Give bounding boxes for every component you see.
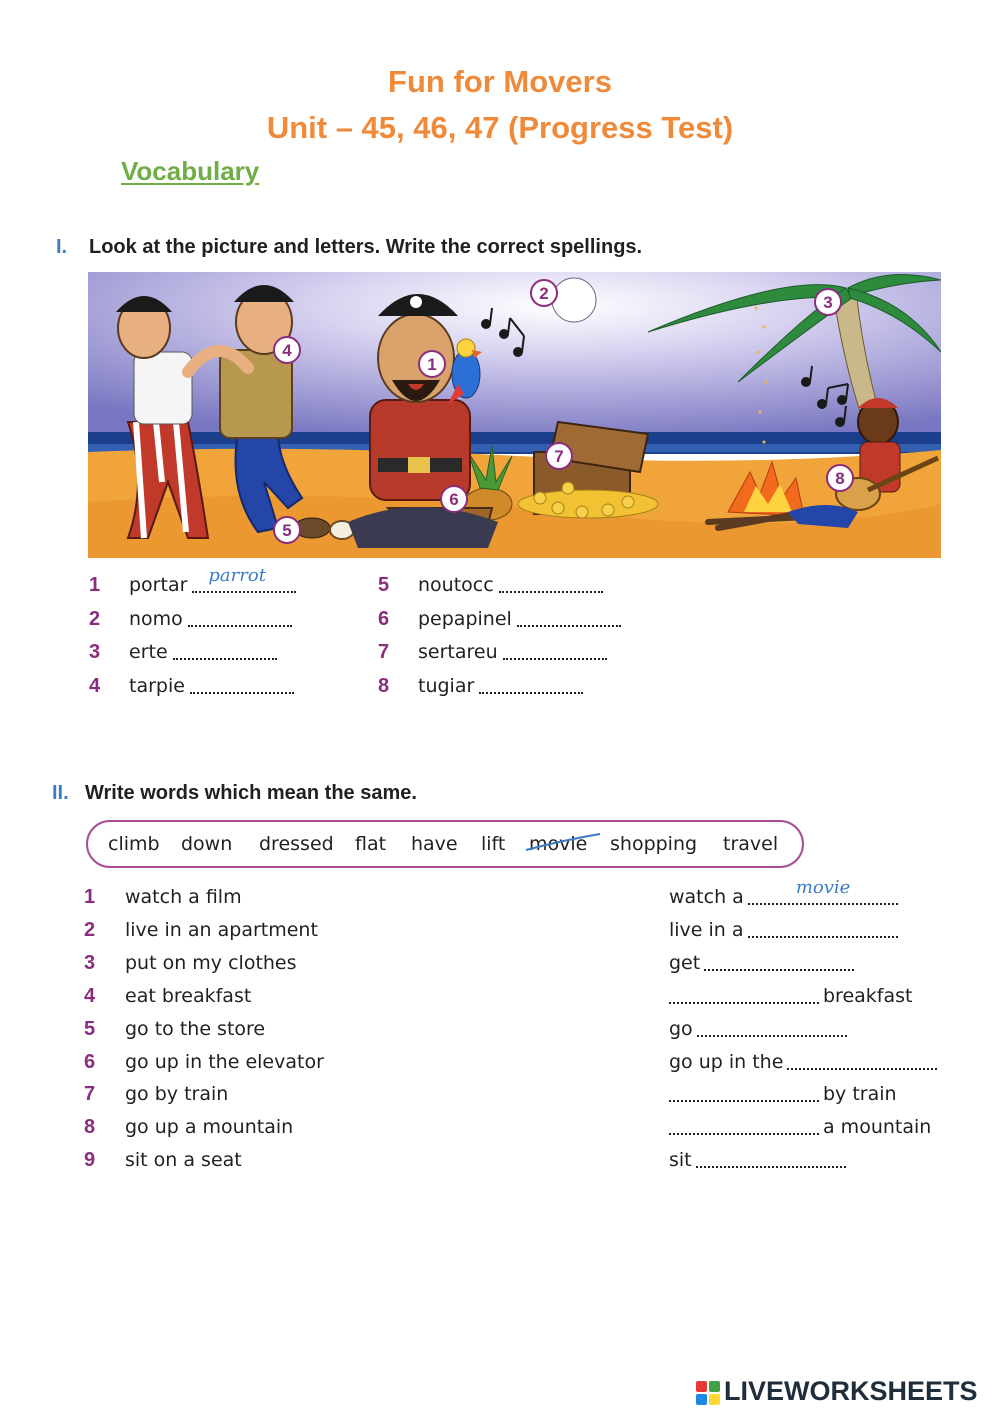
- phrase: go to the store: [125, 1018, 266, 1040]
- svg-text:5: 5: [282, 521, 292, 540]
- logo-text: LIVEWORKSHEETS: [724, 1376, 978, 1406]
- picture-marker-4: [274, 337, 300, 363]
- synonym-row-3: [84, 948, 964, 978]
- word-box-word: shopping: [610, 833, 698, 855]
- answer-field[interactable]: [479, 674, 583, 694]
- synonym-row-4: [84, 981, 964, 1011]
- answer-field[interactable]: [173, 640, 277, 660]
- scrambled-word: tarpie: [129, 675, 185, 697]
- item-number: 1: [84, 886, 96, 908]
- word-box-word: down: [181, 833, 233, 855]
- item-number: 3: [84, 952, 96, 974]
- svg-text:1: 1: [427, 355, 437, 374]
- phrase: live in an apartment: [125, 919, 318, 941]
- word-box-word: lift: [481, 833, 506, 855]
- word-box-word: travel: [723, 833, 779, 855]
- item-number: 6: [378, 608, 390, 630]
- answer-field[interactable]: [696, 1148, 846, 1168]
- word-box: [86, 820, 804, 868]
- exercise-2-number: II.: [52, 782, 69, 804]
- phrase-before: get: [669, 952, 701, 974]
- item-number: 2: [84, 919, 96, 941]
- item-number: 4: [84, 985, 96, 1007]
- phrase: put on my clothes: [125, 952, 297, 974]
- phrase: go up a mountain: [125, 1116, 294, 1138]
- answer-field[interactable]: [787, 1050, 937, 1070]
- phrase: watch a film: [125, 886, 242, 908]
- answer-field[interactable]: [748, 877, 898, 905]
- answer-field[interactable]: [192, 565, 296, 593]
- item-number: 3: [89, 641, 101, 663]
- exercise-1-number: I.: [56, 236, 68, 258]
- exercise-2-instruction: [52, 782, 417, 805]
- answer-field[interactable]: [188, 607, 292, 627]
- svg-text:3: 3: [823, 293, 833, 312]
- svg-text:7: 7: [554, 447, 564, 466]
- picture-marker-3: [815, 289, 841, 315]
- worksheet-subtitle: Unit – 45, 46, 47 (Progress Test): [266, 110, 734, 145]
- scrambled-word: noutocc: [418, 574, 494, 596]
- synonym-row-8: [84, 1112, 964, 1142]
- synonym-row-2: [84, 915, 964, 945]
- answer-field[interactable]: [499, 573, 603, 593]
- word-box-word-crossed: movie: [529, 833, 588, 855]
- item-number: 6: [84, 1051, 96, 1073]
- picture-marker-1: [419, 351, 445, 377]
- picture-marker-6: [441, 486, 467, 512]
- word-box-word: flat: [355, 833, 387, 855]
- answer-field[interactable]: [517, 607, 621, 627]
- exercise-1-text: Look at the picture and letters. Write the correct spellings.: [89, 236, 643, 258]
- svg-text:4: 4: [282, 341, 292, 360]
- item-number: 1: [89, 574, 101, 596]
- phrase-before: live in a: [669, 919, 744, 941]
- picture-marker-2: [531, 280, 557, 306]
- logo-tiles-icon: [696, 1381, 720, 1405]
- item-number: 5: [84, 1018, 96, 1040]
- item-number: 4: [89, 675, 101, 697]
- answer-field[interactable]: [704, 951, 854, 971]
- answer-field[interactable]: [669, 1082, 819, 1102]
- answer-field[interactable]: [503, 640, 607, 660]
- answer-field[interactable]: [190, 674, 294, 694]
- item-number: 8: [84, 1116, 96, 1138]
- item-number: 7: [378, 641, 390, 663]
- scrambled-word: portar: [129, 574, 188, 596]
- synonym-row-5: [84, 1014, 964, 1044]
- answer-field[interactable]: [669, 1115, 819, 1135]
- answer-field[interactable]: [697, 1017, 847, 1037]
- svg-text:8: 8: [835, 469, 845, 488]
- phrase-before: sit: [669, 1149, 692, 1171]
- word-box-word: climb: [108, 833, 160, 855]
- scrambled-word: erte: [129, 641, 168, 663]
- synonym-row-1: [84, 877, 964, 912]
- synonym-row-6: [84, 1047, 964, 1077]
- synonym-row-7: [84, 1079, 964, 1109]
- item-number: 5: [378, 574, 390, 596]
- item-number: 2: [89, 608, 101, 630]
- liveworksheets-logo: [696, 1376, 992, 1408]
- phrase-before: go: [669, 1018, 693, 1040]
- synonym-row-9: [84, 1145, 964, 1175]
- answer-text: movie: [795, 877, 851, 898]
- word-box-word: have: [411, 833, 458, 855]
- answer-field[interactable]: [669, 984, 819, 1004]
- scrambled-word: pepapinel: [418, 608, 512, 630]
- worksheet-title: Fun for Movers: [388, 64, 612, 99]
- phrase-after: breakfast: [823, 985, 913, 1007]
- exercise-1-instruction: [56, 236, 642, 259]
- item-number: 9: [84, 1149, 96, 1171]
- section-heading: Vocabulary: [121, 156, 260, 186]
- answer-text: parrot: [208, 565, 266, 586]
- phrase: go by train: [125, 1083, 229, 1105]
- phrase-after: a mountain: [823, 1116, 932, 1138]
- phrase: sit on a seat: [125, 1149, 242, 1171]
- exercise-2-text: Write words which mean the same.: [85, 782, 417, 804]
- picture-marker-7: [546, 443, 572, 469]
- phrase-before: go up in the: [669, 1051, 784, 1073]
- answer-field[interactable]: [748, 918, 898, 938]
- item-number: 8: [378, 675, 390, 697]
- picture-marker-5: [274, 517, 300, 543]
- scrambled-word: sertareu: [418, 641, 498, 663]
- word-box-word: dressed: [259, 833, 334, 855]
- phrase: eat breakfast: [125, 985, 252, 1007]
- pirate-beach-picture: [88, 272, 941, 558]
- scrambled-word: tugiar: [418, 675, 475, 697]
- svg-text:2: 2: [539, 284, 549, 303]
- item-number: 7: [84, 1083, 96, 1105]
- picture-marker-8: [827, 465, 853, 491]
- svg-text:6: 6: [449, 490, 459, 509]
- phrase-after: by train: [823, 1083, 897, 1105]
- phrase-before: watch a: [669, 886, 744, 908]
- scrambled-word: nomo: [129, 608, 183, 630]
- phrase: go up in the elevator: [125, 1051, 324, 1073]
